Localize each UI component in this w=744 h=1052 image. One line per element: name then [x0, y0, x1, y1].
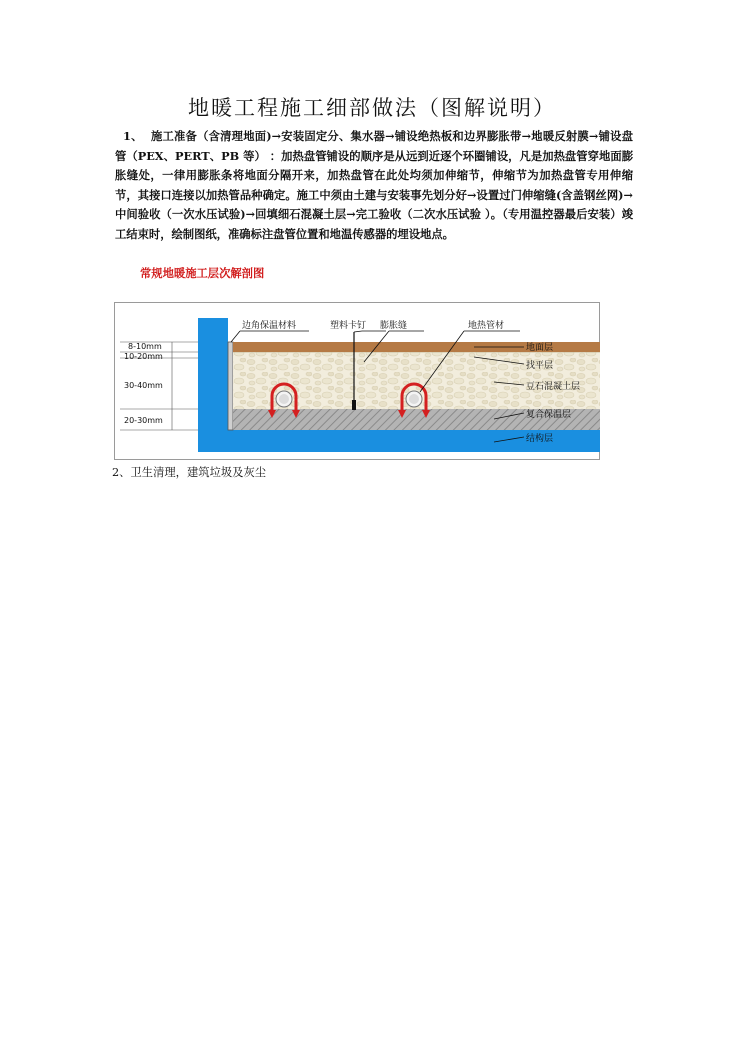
- edge-insulation-strip: [228, 342, 233, 430]
- section-2-text: 2、卫生清理，建筑垃圾及灰尘: [112, 466, 267, 479]
- section-1-number: 1、: [123, 129, 143, 143]
- label-leveling: 找平层: [526, 361, 554, 371]
- dimension-concrete: 30-40mm: [124, 381, 163, 390]
- label-expansion-joint: 膨胀缝: [380, 321, 408, 331]
- plastic-nail: [352, 400, 356, 410]
- dimension-insulation: 20-30mm: [124, 416, 163, 425]
- label-floor-surface: 地面层: [526, 343, 554, 353]
- page-title: 地暖工程施工细部做法（图解说明）: [188, 96, 556, 120]
- label-structure: 结构层: [526, 434, 554, 444]
- figure-caption: 常规地暖施工层次解剖图: [140, 266, 265, 280]
- dimension-leveling: 10-20mm: [124, 352, 163, 361]
- floor-heating-layer-diagram: [114, 302, 600, 460]
- dimension-floor: 8-10mm: [128, 342, 162, 351]
- section-1-paragraph: [115, 127, 633, 245]
- label-edge-insulation: 边角保温材料: [242, 321, 297, 331]
- label-pea-gravel-concrete: 豆石混凝土层: [526, 382, 581, 392]
- label-composite-insulation: 复合保温层: [526, 410, 572, 420]
- label-heating-pipe: 地热管材: [468, 321, 505, 331]
- label-plastic-nail: 塑料卡钉: [330, 321, 367, 331]
- section-1-text: 施工准备（含清理地面)→安装固定分、集水器→铺设绝热板和边界膨胀带→地暖反射膜→铺设盘管（PEX、PERT、PB 等） ：加热盘管铺设的顺序是从远到近逐个环圈铺设，凡是加热盘管穿地面膨胀缝处，一律用膨胀条将地面分隔开来，加热盘管在此处均须加伸缩节，伸缩节为加热盘管专用伸缩节，其接口连接以加热管品种确定。施工中须由土建与安装事先划分好→设置过门伸缩缝(含盖钢丝网)→中间验收（一次水压试验)→回填细石混凝土层→完工验收（二次水压试验 ）。（专用温控器最后安装）竣工结束时，绘制图纸，准确标注盘管位置和地温传感器的埋设地点。: [115, 129, 633, 241]
